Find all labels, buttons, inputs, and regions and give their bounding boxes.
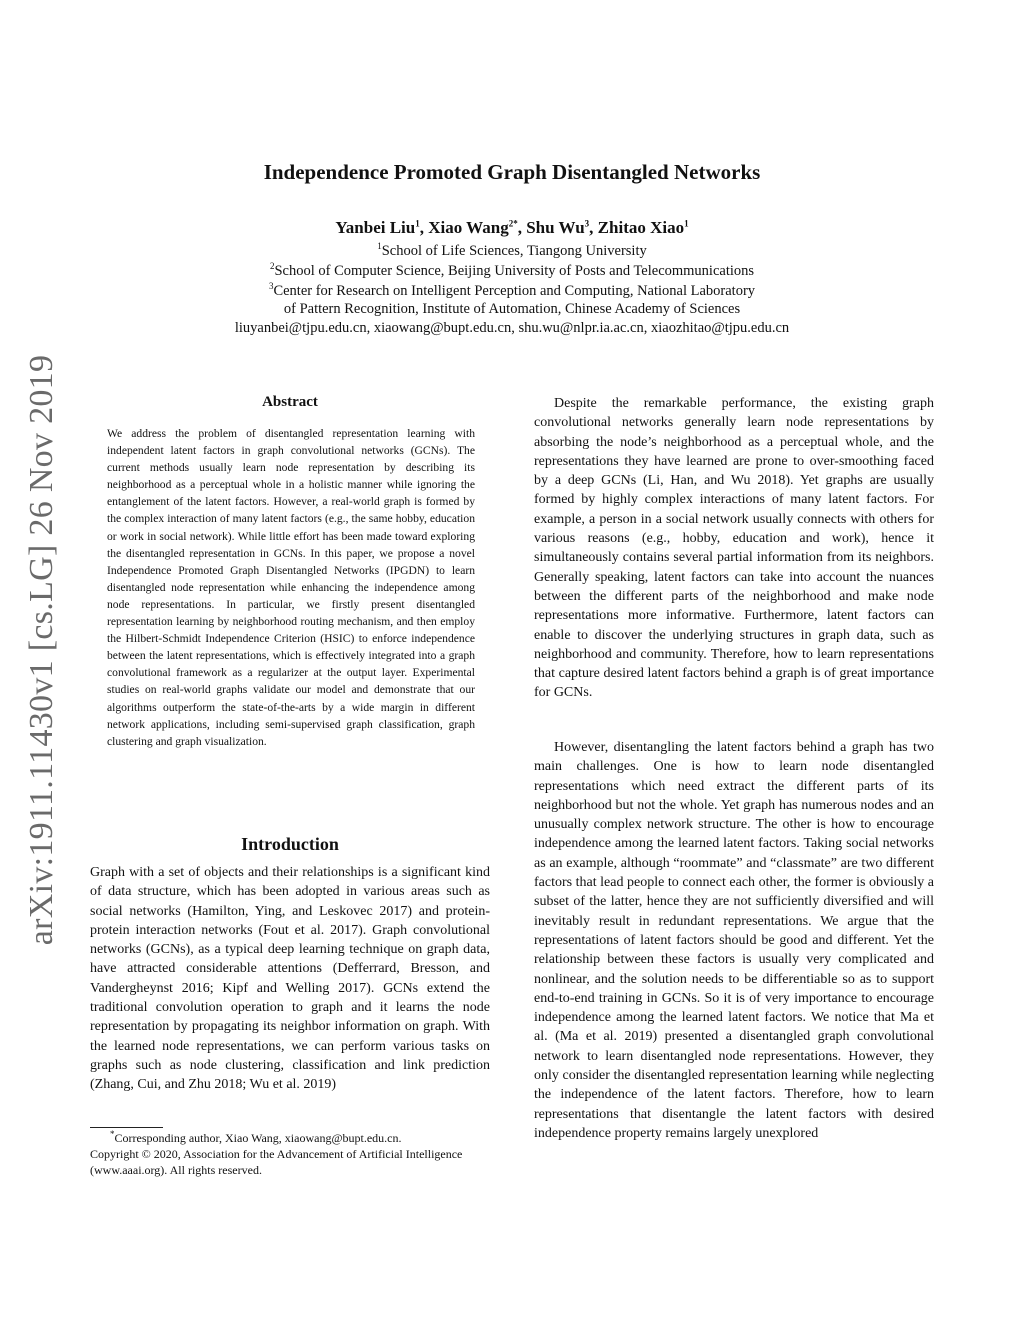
- affiliation-3-line-2: of Pattern Recognition, Institute of Automation, Chinese Academy of Sciences: [283, 301, 741, 317]
- right-paragraph-2: However, disentangling the latent factors behind a graph has two main challenges. One is how to learn node disentangled representations which need extract the different parts of its neighborhood but not the whole. Yet graph has numerous nodes and an unusually complex network structure. The other is how to encourage independence among the learned latent factors. Taking social networks as an example, although “roommate” and “classmate” are two different factors that lead people to connect each other, the former is obviously a subset of the latter, hence they are not sufficiently diversified and will inevitably result in redundant representations. We argue that the representations of latent factors should be good and different. Yet the relationship between these factors is usually very complicated and nonlinear, and the solution needs to be differentiable so as to support end-to-end training in GCNs. So it is of very importance to encourage independence among the learned latent factors. We notice that Ma et al. (Ma et al. 2019) presented a disentangled graph convolutional network to learn disentangled node representations. However, they only consider the disentangled representation learning while neglecting the independence of the latent factors. Therefore, how to learn representations that disentangle the latent factors with desired independence property remains largely unexplored: [534, 740, 934, 1141]
- author-name: Yanbei Liu: [335, 218, 416, 237]
- affiliation-1: $^1$School of Life Sciences, Tiangong University: [377, 241, 647, 259]
- author-name: Shu Wu: [526, 218, 585, 237]
- author-sup: 1: [415, 218, 420, 229]
- arxiv-identifier: arXiv:1911.11430v1 [cs.LG] 26 Nov 2019: [23, 354, 60, 946]
- affiliation-3-line-1: $^3$Center for Research on Intelligent Perception and Computing, National Laboratory: [268, 281, 756, 299]
- footnote-corresponding: *Corresponding author, Xiao Wang, xiaowang@bupt.edu.cn.: [110, 1129, 402, 1145]
- footnote-rule: [90, 1127, 163, 1128]
- abstract-heading: Abstract: [262, 394, 318, 410]
- copyright-symbol: ©: [141, 1147, 151, 1161]
- introduction-paragraph: Graph with a set of objects and their relationships is a significant kind of data structure, which has been adopted in various areas such as social networks (Hamilton, Ying, and Leskovec 2017) and protein-protein interaction networks (Fout et al. 2017). Graph convolutional networks (GCNs), as a typical deep learning technique on graph data, have attracted considerable attentions (Defferrard, Bresson, and Vandergheynst 2016; Kipf and Welling 2017). GCNs extend the traditional convolution operation to graph and it learns the node representation by propagating its neighbor information on graph. With the learned node representations, we can perform various tasks on graphs such as node clustering, classification and link prediction (Zhang, Cui, and Zhu 2018; Wu et al. 2019): [90, 865, 490, 1093]
- author-sup: 1: [684, 218, 689, 229]
- affiliation-2: $^2$School of Computer Science, Beijing University of Posts and Telecommunications: [269, 261, 755, 279]
- right-paragraph-1: Despite the remarkable performance, the existing graph convolutional networks generally learn node representations by absorbing the node’s neighborhood as a perceptual whole, and the representations they have learned are prone to over-smoothing faced by a deep GCNs (Li, Han, and Wu 2018). Yet graphs are usually formed by highly complex interactions of many latent factors. For example, a person in a social network usually connects with others for various reasons (e.g., hobby, education and work), hence it simultaneously contains several partial information from its neighbors. Generally speaking, latent factors can take into account the nuances between the different parts of the neighborhood and make node representations more informative. Furthermore, latent factors can enable to discover the underlying structures in graph data, such as neighborhood and community. Therefore, how to learn representations that capture desired latent factors behind a graph is of great importance for GCNs.: [534, 396, 934, 701]
- abstract-text: We address the problem of disentangled representation learning with independent latent factors in graph convolutional networks (GCNs). The current methods usually learn node representation by describing its neighborhood as a perceptual whole in a holistic manner while ignoring the entanglement of the latent factors. However, a real-world graph is formed by the complex interaction of many latent factors (e.g., the same hobby, education or work in social network). While little effort has been made toward exploring the disentangled representation in GCNs. In this paper, we propose a novel Independence Promoted Graph Disentangled Networks (IPGDN) to learn disentangled node representation while enhancing the independence among node representations. In particular, we firstly present disentangled representation learning by neighborhood routing mechanism, and then employ the Hilbert-Schmidt Independence Criterion (HSIC) to enforce independence between the latent representations, which is effectively integrated into a graph convolutional framework as a regularizer at the output layer. Experimental studies on real-world graphs validate our model and demonstrate that our algorithms outperform the state-of-the-arts by a wide margin in different network applications, including semi-supervised graph classification, graph clustering and graph visualization.: [107, 427, 475, 748]
- footnote-mark: *: [110, 1129, 115, 1139]
- author-sup: 2*: [508, 218, 518, 229]
- footnote-copyright: Copyright © 2020, Association for the Advancement of Artificial Intelligence (www.aaai.org). All rights reserved.: [90, 1147, 463, 1177]
- introduction-heading: Introduction: [241, 834, 339, 854]
- author-name: Zhitao Xiao: [597, 218, 685, 237]
- author-list: Yanbei Liu$^1$, Xiao Wang$^{2*}$, Shu Wu$^3$, Zhitao Xiao$^1$: [335, 218, 689, 237]
- author-sup: 3: [584, 218, 590, 229]
- footnote: [90, 1130, 490, 1178]
- paper-title: Independence Promoted Graph Disentangled Networks: [263, 160, 761, 184]
- author-emails: liuyanbei@tjpu.edu.cn, xiaowang@bupt.edu.cn, shu.wu@nlpr.ia.ac.cn, xiaozhitao@tjpu.edu.cn: [234, 320, 790, 336]
- author-name: Xiao Wang: [428, 218, 509, 237]
